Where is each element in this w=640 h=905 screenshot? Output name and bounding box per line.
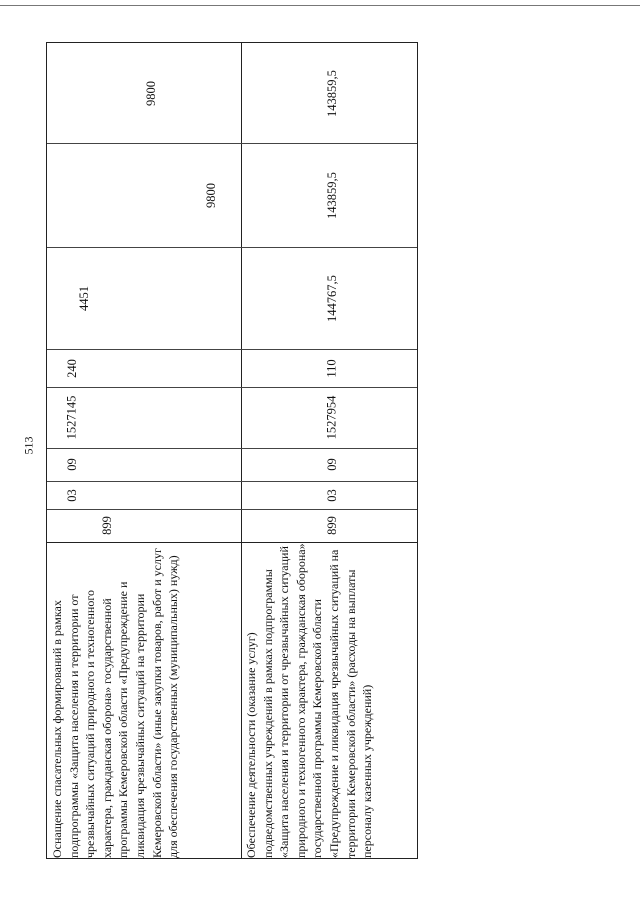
row-2-amount-1: 144767,5 xyxy=(324,274,339,322)
row-2-amount-3: 143859,5 xyxy=(324,69,339,117)
row-2-section: 03 xyxy=(324,488,339,502)
page-number xyxy=(21,430,37,460)
row-1-amount-2: 9800 xyxy=(203,182,218,208)
row-2-target-code: 1527954 xyxy=(324,395,339,440)
top-rule xyxy=(0,5,640,6)
row-1-subsection: 09 xyxy=(64,458,79,471)
page-number-text: 513 xyxy=(21,436,36,454)
row-1-amount-3: 9800 xyxy=(143,80,158,106)
row-2-expense-type: 110 xyxy=(324,358,339,378)
row-1-ministry-code: 899 xyxy=(99,516,114,535)
row-2-amount-2: 143859,5 xyxy=(324,171,339,219)
row-2-subsection: 09 xyxy=(324,458,339,471)
row-1-expense-type: 240 xyxy=(64,358,79,378)
row-1-section: 03 xyxy=(64,488,79,502)
row-2-ministry-code: 899 xyxy=(324,516,339,535)
row-2-description: Обеспечение деятельности (оказание услуг) подведомственных учреждений в рамках подпрограммы «Защита населения и территории от чрезвычайных ситуаций природного и техногенного характера, гражданская оборона» государственной программы Кемеровской области «Предупреждение и ликвидация чрезвычайных ситуаций на территории Кемеровской области» (расходы на выплаты персоналу казенных учреждений) xyxy=(244,543,375,858)
budget-table xyxy=(46,42,418,859)
row-1-amount-1: 4451 xyxy=(76,285,91,311)
row-1-target-code: 1527145 xyxy=(64,395,79,440)
row-1-description: Оснащение спасательных формирований в рамках подпрограммы «Защита населения и территории от чрезвычайных ситуаций природного и техногенного характера, гражданская оборона» государственной программы Кемеровской области «Предупреждение и ликвидация чрезвычайных ситуаций на территории Кемеровской области» (иные закупки товаров, работ и услуг для обеспечения государственных (муниципальных) нужд) xyxy=(50,548,181,858)
